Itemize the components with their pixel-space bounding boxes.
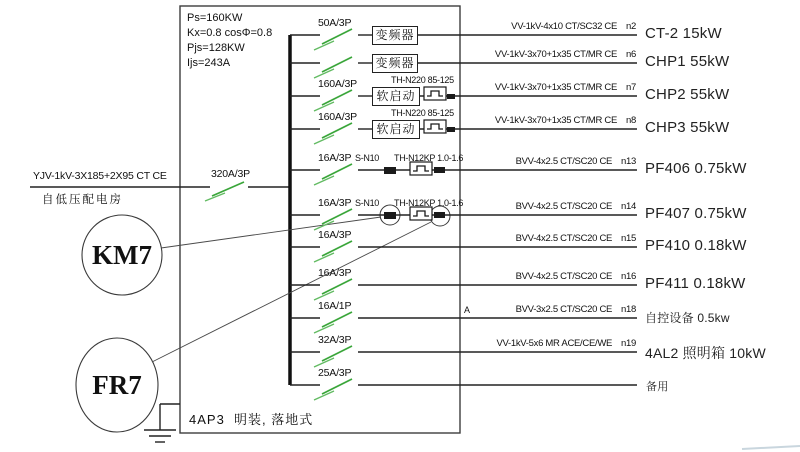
circuit-number: n2 — [626, 21, 636, 32]
feeder-device-box: 变频器 — [372, 26, 418, 45]
feeder-cable-label — [462, 271, 636, 282]
feeder-cable-label — [462, 21, 636, 32]
feeder-contactor-label: S-N10 — [355, 153, 380, 163]
cable-spec: BVV-4x2.5 CT/SC20 CE — [515, 233, 613, 244]
feeder-load-label: PF411 0.18kW — [645, 275, 746, 292]
feeder-breaker-label: 16A/3P — [318, 152, 352, 164]
feeder-breaker-label: 160A/3P — [318, 78, 357, 90]
circuit-number: n7 — [626, 82, 636, 93]
incoming-source-label: 自低压配电房 — [42, 194, 123, 206]
cable-spec: VV-1kV-3x70+1x35 CT/MR CE — [494, 49, 618, 60]
cable-spec: VV-1kV-3x70+1x35 CT/MR CE — [494, 115, 618, 126]
cable-spec: VV-1kV-3x70+1x35 CT/MR CE — [494, 82, 618, 93]
circuit-number: n15 — [621, 233, 636, 244]
panel-info-line: Ijs=243A — [187, 57, 231, 69]
cable-spec: BVV-4x2.5 CT/SC20 CE — [515, 271, 613, 282]
thermal-relay-box — [424, 87, 446, 100]
circuit-number: n16 — [621, 271, 636, 282]
incoming-cable-label: YJV-1kV-3X185+2X95 CT CE — [33, 170, 167, 182]
panel-title: 4AP3 明装, 落地式 — [189, 412, 314, 427]
feeder-load-label: CHP1 55kW — [645, 53, 730, 70]
feeder-breaker-label: 32A/3P — [318, 334, 352, 346]
feeder-load-label: PF406 0.75kW — [645, 160, 747, 177]
circuit-number: n18 — [621, 304, 636, 315]
breaker-symbol — [322, 346, 352, 361]
panel-info-line: Kx=0.8 cosΦ=0.8 — [187, 27, 273, 39]
incoming-breaker-symbol — [212, 182, 244, 196]
cable-spec: BVV-3x2.5 CT/SC20 CE — [515, 304, 613, 315]
feeder-load-label: 4AL2 照明箱 10kW — [645, 345, 766, 361]
feeder-breaker-label: 160A/3P — [318, 111, 357, 123]
feeder-load-label: 自控设备 0.5kw — [645, 311, 730, 325]
cable-spec: BVV-4x2.5 CT/SC20 CE — [515, 156, 613, 167]
feeder-load-label: PF407 0.75kW — [645, 205, 747, 222]
feeder-load-label: CHP3 55kW — [645, 119, 730, 136]
feeder-load-label: PF410 0.18kW — [645, 237, 747, 254]
thermal-relay-box — [410, 162, 432, 175]
contactor-symbol — [384, 167, 396, 174]
circuit-number: n6 — [626, 49, 636, 60]
feeder-cable-label — [462, 338, 636, 349]
feeder-breaker-label: 16A/3P — [318, 267, 352, 279]
ct-mark — [447, 94, 455, 99]
breaker-symbol — [322, 164, 352, 179]
thermal-element-symbol — [434, 212, 445, 218]
feeder-device-box: 软启动 — [372, 87, 420, 106]
cable-spec: BVV-4x2.5 CT/SC20 CE — [515, 201, 613, 212]
contactor-symbol — [384, 212, 396, 219]
panel-info-line: Pjs=128KW — [187, 42, 245, 54]
thermal-element-symbol — [434, 167, 445, 173]
breaker-symbol — [322, 90, 352, 105]
feeder-meter-label: A — [464, 305, 470, 315]
sheet-edge — [742, 446, 800, 449]
ct-mark — [447, 127, 455, 132]
feeder-breaker-label: 16A/1P — [318, 300, 352, 312]
cable-spec: VV-1kV-5x6 MR ACE/CE/WE — [496, 338, 613, 349]
breaker-symbol — [322, 279, 352, 294]
feeder-load-label: CHP2 55kW — [645, 86, 730, 103]
circuit-number: n14 — [621, 201, 636, 212]
feeder-breaker-label: 16A/3P — [318, 197, 352, 209]
feeder-relay-label: TH-N220 85-125 — [391, 75, 454, 85]
feeder-load-label: CT-2 15kW — [645, 25, 722, 42]
circuit-number: n19 — [621, 338, 636, 349]
feeder-cable-label — [462, 304, 636, 315]
circuit-number: n8 — [626, 115, 636, 126]
feeder-breaker-label: 50A/3P — [318, 17, 352, 29]
feeder-relay-label: TH-N220 85-125 — [391, 108, 454, 118]
feeder-cable-label — [462, 201, 636, 212]
feeder-cable-label — [462, 233, 636, 244]
circuit-number: n13 — [621, 156, 636, 167]
feeder-device-box: 变频器 — [372, 54, 418, 73]
breaker-symbol — [322, 57, 352, 72]
breaker-symbol — [322, 29, 352, 44]
breaker-symbol — [322, 123, 352, 138]
breaker-symbol — [322, 241, 352, 256]
feeder-contactor-label: S-N10 — [355, 198, 380, 208]
fr7-ref-label: FR7 — [92, 370, 142, 400]
feeder-device-box: 软启动 — [372, 120, 420, 139]
km7-ref-label: KM7 — [92, 240, 152, 270]
feeder-cable-label — [462, 49, 636, 60]
breaker-symbol — [322, 312, 352, 327]
feeder-load-label: 备用 — [646, 381, 669, 393]
thermal-relay-box — [424, 120, 446, 133]
feeder-cable-label — [462, 115, 636, 126]
cable-spec: VV-1kV-4x10 CT/SC32 CE — [511, 21, 618, 32]
feeder-cable-label — [462, 82, 636, 93]
panel-info-line: Ps=160KW — [187, 12, 243, 24]
feeder-cable-label — [462, 156, 636, 167]
thermal-relay-box — [410, 207, 432, 220]
feeder-breaker-label: 25A/3P — [318, 367, 352, 379]
breaker-symbol — [322, 379, 352, 394]
feeder-breaker-label: 16A/3P — [318, 229, 352, 241]
feeder-relay-label: TH-N12KP 1.0-1.6 — [394, 198, 464, 208]
incoming-breaker-label: 320A/3P — [211, 168, 250, 180]
feeder-relay-label: TH-N12KP 1.0-1.6 — [394, 153, 464, 163]
